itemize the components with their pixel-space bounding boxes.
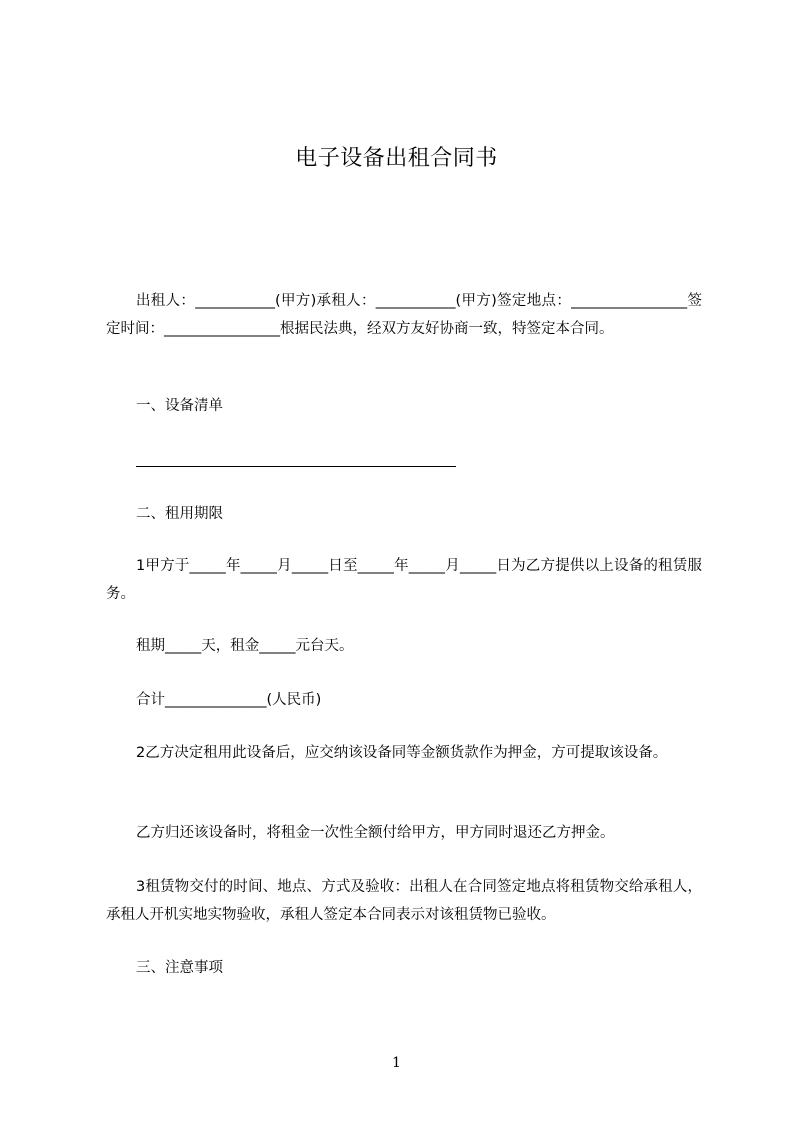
total-paragraph: 合计______________(人民币) <box>136 692 322 708</box>
deposit-paragraph: 2乙方决定租用此设备后，应交纳该设备同等金额货款作为押金，方可提取该设备。 <box>136 745 668 761</box>
rental-period-paragraph: 1甲方于_____年_____月_____日至_____年_____月_____日为乙方提供以上设备的租赁服务。 <box>106 558 702 602</box>
intro-paragraph: 出租人：___________(甲方)承租人：___________(甲方)签定地点：________________签定时间：________________根据民法典，经双方友好协商一致，特签定本合同。 <box>106 293 702 337</box>
return-paragraph: 乙方归还该设备时，将租金一次性全额付给甲方，甲方同时退还乙方押金。 <box>136 825 615 841</box>
section-heading-equipment-list: 一、设备清单 <box>136 398 223 414</box>
page-number: 1 <box>392 1055 401 1071</box>
equipment-list-blank-line <box>136 466 456 467</box>
rental-fee-paragraph: 租期_____天，租金_____元台天。 <box>136 638 354 654</box>
document-title: 电子设备出租合同书 <box>295 146 498 171</box>
section-heading-notes: 三、注意事项 <box>136 960 223 976</box>
delivery-paragraph: 3租赁物交付的时间、地点、方式及验收：出租人在合同签定地点将租赁物交给承租人，承租人开机实地实物验收，承租人签定本合同表示对该租赁物已验收。 <box>106 879 702 923</box>
section-heading-rental-period: 二、租用期限 <box>136 506 223 522</box>
